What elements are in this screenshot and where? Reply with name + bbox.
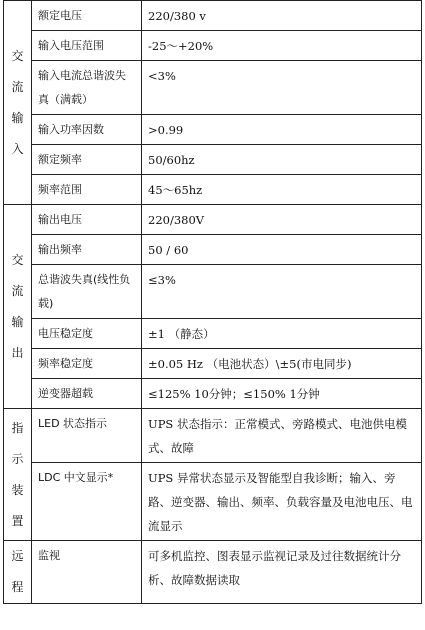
table-row <box>4 463 422 541</box>
spec-table <box>3 0 422 604</box>
param-name: 输出频率 <box>32 235 142 265</box>
param-value: UPS 状态指示：正常模式、旁路模式、电池供电模式、故障 <box>142 409 422 463</box>
param-name: 额定电压 <box>32 1 142 31</box>
param-value: ≤3% <box>142 265 422 319</box>
param-name: 逆变器超载 <box>32 379 142 409</box>
category-label: 交流输入 <box>11 48 24 156</box>
table-row <box>4 31 422 61</box>
param-name: 频率范围 <box>32 175 142 205</box>
param-value: 220/380V <box>142 205 422 235</box>
param-name: 总谐波失真(线性负载) <box>32 265 142 319</box>
table-row <box>4 145 422 175</box>
param-value: <3% <box>142 61 422 115</box>
table-row <box>4 1 422 31</box>
param-value: -25～+20% <box>142 31 422 61</box>
table-row <box>4 235 422 265</box>
table-row <box>4 379 422 409</box>
param-name: 输出电压 <box>32 205 142 235</box>
category-label: 指示装置 <box>11 420 24 528</box>
table-row <box>4 349 422 379</box>
category-label: 交流输出 <box>11 252 24 360</box>
param-value: 50/60hz <box>142 145 422 175</box>
param-value: ±0.05 Hz （电池状态）\±5(市电同步) <box>142 349 422 379</box>
param-value: >0.99 <box>142 115 422 145</box>
category-cell <box>4 541 32 604</box>
table-row <box>4 319 422 349</box>
param-name: 监视 <box>32 541 142 604</box>
param-value: 45～65hz <box>142 175 422 205</box>
category-label: 远程 <box>11 549 24 594</box>
param-name: 输入电流总谐波失真（满载） <box>32 61 142 115</box>
param-name: 电压稳定度 <box>32 319 142 349</box>
category-cell <box>4 205 32 409</box>
param-value: UPS 异常状态显示及智能型自我诊断；输入、旁路、逆变器、输出、频率、负载容量及电池电压、电流显示 <box>142 463 422 541</box>
table-row <box>4 61 422 115</box>
table-row <box>4 115 422 145</box>
param-name: 输入电压范围 <box>32 31 142 61</box>
table-row <box>4 265 422 319</box>
param-value: ±1 （静态） <box>142 319 422 349</box>
param-value: 可多机监控、图表显示监视记录及过往数据统计分析、故障数据读取 <box>142 541 422 604</box>
category-cell <box>4 409 32 541</box>
param-value: 50 / 60 <box>142 235 422 265</box>
param-name: 频率稳定度 <box>32 349 142 379</box>
param-name: LED 状态指示 <box>32 409 142 463</box>
param-name: 额定频率 <box>32 145 142 175</box>
table-row <box>4 541 422 604</box>
param-name: 输入功率因数 <box>32 115 142 145</box>
table-row <box>4 175 422 205</box>
param-value: ≤125% 10分钟；≤150% 1分钟 <box>142 379 422 409</box>
table-row <box>4 409 422 463</box>
param-name: LDC 中文显示* <box>32 463 142 541</box>
param-value: 220/380 v <box>142 1 422 31</box>
category-cell <box>4 1 32 205</box>
table-row <box>4 205 422 235</box>
